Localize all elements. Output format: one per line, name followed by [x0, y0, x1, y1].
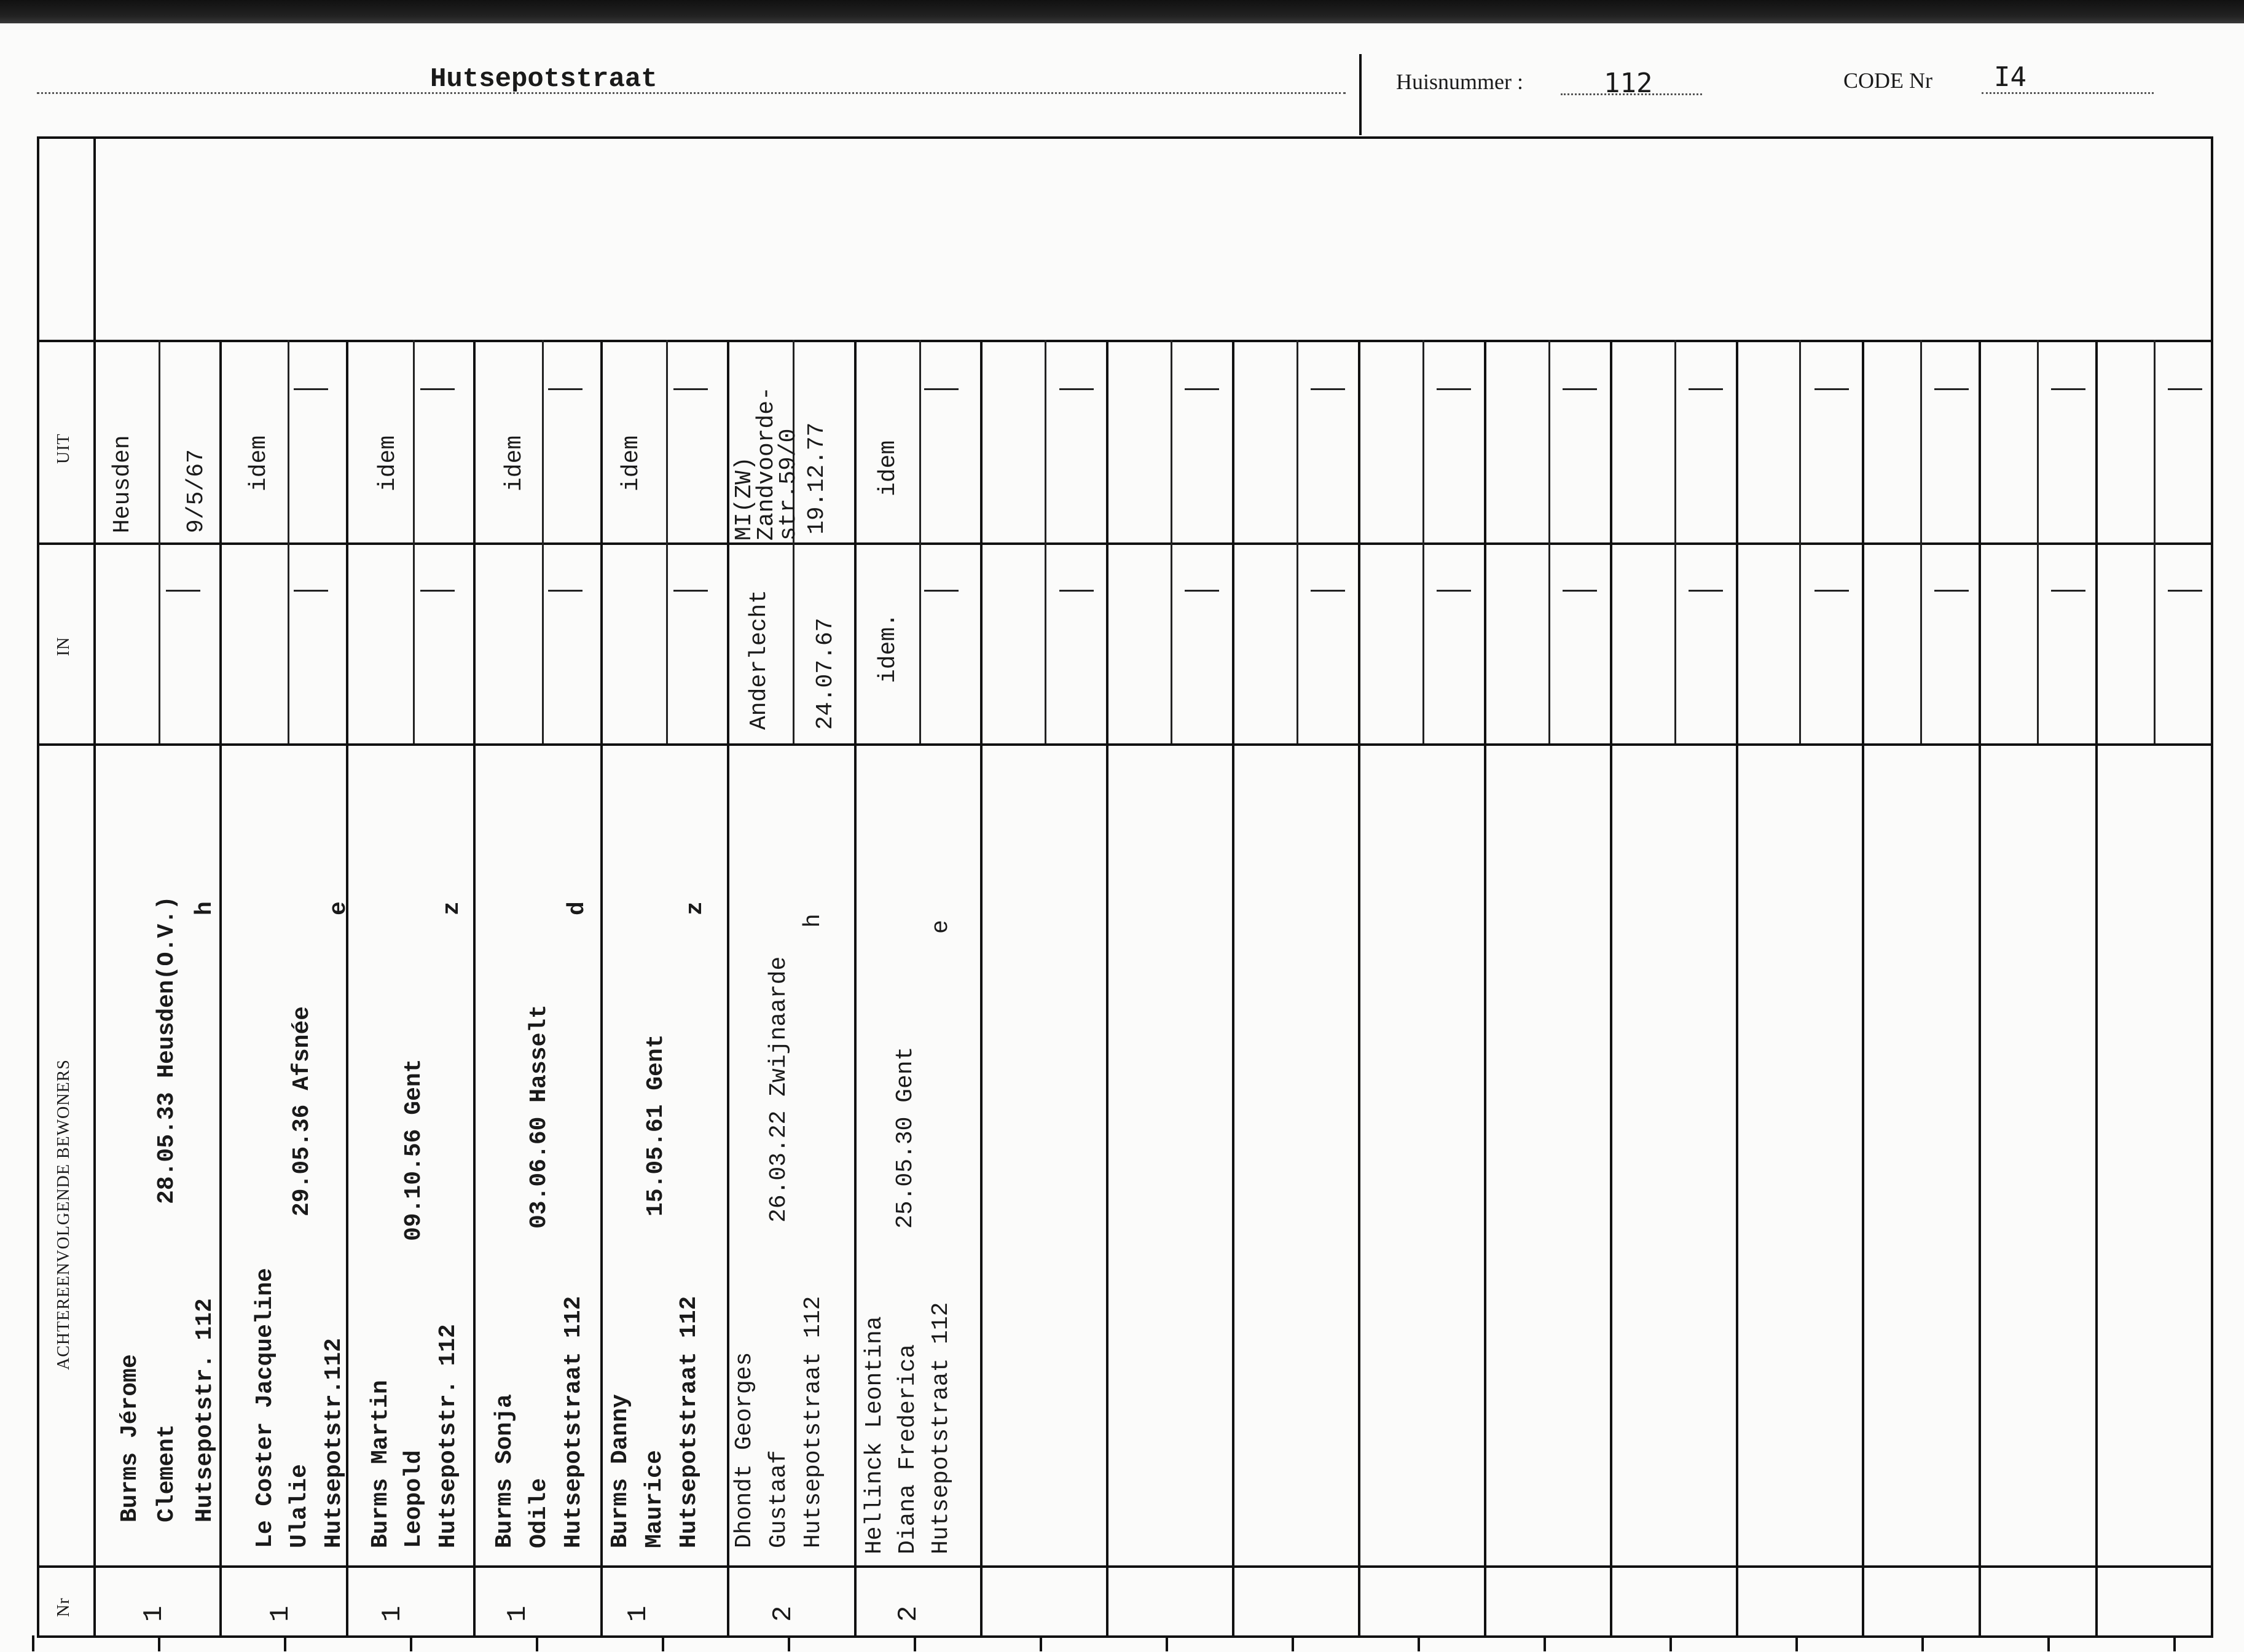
column-divider [600, 340, 603, 1638]
empty-dash [1437, 590, 1471, 592]
column-divider [2095, 340, 2098, 1638]
empty-dash [548, 388, 583, 390]
sub-column-divider [1171, 340, 1172, 743]
sub-column-divider [1674, 340, 1676, 743]
sub-column-divider [2154, 340, 2156, 743]
bottom-tick [1795, 1635, 1798, 1651]
resident-2-nr: 1 [265, 1605, 296, 1622]
resident-4-line-3: Hutsepotstraat 112 [560, 1296, 587, 1548]
resident-5-birth: 15.05.61 Gent [643, 1034, 669, 1216]
empty-dash [1563, 388, 1597, 390]
code-label: CODE Nr [1843, 68, 1932, 93]
residents-row-top [37, 743, 2212, 746]
resident-3-birth: 09.10.56 Gent [401, 1059, 427, 1241]
sub-column-divider [288, 340, 289, 743]
empty-dash [1185, 590, 1219, 592]
bottom-tick [1292, 1635, 1294, 1651]
empty-dash [673, 590, 708, 592]
bottom-tick [662, 1635, 664, 1651]
resident-3-nr: 1 [377, 1605, 408, 1622]
empty-dash [1311, 590, 1345, 592]
resident-6-line-3: Hutsepotstraat 112 [800, 1296, 826, 1548]
sub-column-divider [793, 340, 794, 743]
resident-2-birth: 29.05.36 Afsnée [289, 1006, 315, 1216]
resident-1-line-1: Burms Jérome [117, 1354, 143, 1522]
resident-2-line-1: Le Coster Jacqueline [252, 1267, 278, 1548]
uit-place-7: idem [875, 440, 901, 496]
bottom-tick [158, 1635, 160, 1651]
empty-dash [1059, 388, 1094, 390]
house-number-value: 112 [1604, 68, 1653, 99]
bottom-tick [788, 1635, 790, 1651]
resident-7-line-2: Diana Frederica [895, 1344, 921, 1554]
resident-2-line-3: Hutsepotstr.112 [321, 1337, 347, 1548]
sub-column-divider [1422, 340, 1424, 743]
empty-dash [1934, 388, 1969, 390]
in-place-7: idem. [875, 613, 901, 683]
bottom-tick [1669, 1635, 1672, 1651]
column-divider [219, 340, 222, 1638]
empty-dash [1814, 388, 1849, 390]
resident-5-line-3: Hutsepotstraat 112 [676, 1296, 702, 1548]
uit-place-6-line-3: str.59/0 [775, 428, 802, 541]
sub-column-divider [542, 340, 544, 743]
resident-4-mark: d [564, 901, 590, 915]
column-divider [854, 340, 857, 1638]
resident-5-mark: z [682, 901, 708, 915]
column-divider [1484, 340, 1486, 1638]
empty-dash [1689, 388, 1723, 390]
table-right-border [2211, 136, 2213, 1638]
uit-date-1: 9/5/67 [183, 449, 210, 533]
column-divider [1232, 340, 1234, 1638]
resident-6-line-2: Gustaaf [766, 1450, 792, 1548]
table-top-border [37, 136, 2212, 139]
bottom-tick [284, 1635, 286, 1651]
empty-dash [924, 388, 959, 390]
sub-column-divider [1297, 340, 1298, 743]
empty-dash [166, 590, 200, 592]
resident-2-line-2: Ulalie [286, 1464, 313, 1548]
sub-column-divider [1045, 340, 1046, 743]
resident-7-birth: 25.05.30 Gent [892, 1046, 919, 1229]
column-divider [1610, 340, 1612, 1638]
sub-column-divider [919, 340, 921, 743]
empty-dash [1563, 590, 1597, 592]
resident-1-line-2: Clement [154, 1424, 180, 1522]
uit-place-4: idem [501, 435, 528, 491]
sub-column-divider [1799, 340, 1801, 743]
bottom-tick [536, 1635, 538, 1651]
empty-dash [2168, 388, 2202, 390]
code-value: I4 [1994, 61, 2026, 93]
sub-column-divider [413, 340, 415, 743]
empty-dash [2051, 590, 2085, 592]
empty-dash [294, 388, 328, 390]
label-column-divider [93, 136, 96, 1638]
nr-label: Nr [54, 1597, 73, 1617]
resident-7-mark: e [928, 920, 954, 934]
in-place-6: Anderlecht [746, 589, 772, 730]
empty-dash [1311, 388, 1345, 390]
resident-6-birth: 26.03.22 Zwijnaarde [766, 956, 792, 1223]
resident-4-line-2: Odile [526, 1478, 552, 1548]
empty-dash [924, 590, 959, 592]
header-divider [1359, 54, 1362, 135]
resident-2-mark: e [326, 901, 352, 915]
resident-3-line-1: Burms Martin [367, 1380, 394, 1548]
residents-label: ACHTEREENVOLGENDE BEWONERS [54, 1059, 73, 1370]
in-date-6: 24.07.67 [812, 617, 839, 730]
bottom-tick [914, 1635, 916, 1651]
bottom-tick [32, 1635, 34, 1651]
resident-1-mark: h [192, 901, 218, 915]
uit-place-3: idem [375, 435, 401, 491]
resident-4-nr: 1 [503, 1605, 533, 1622]
bottom-tick [1166, 1635, 1168, 1651]
in-label: IN [54, 636, 73, 656]
column-divider [1358, 340, 1360, 1638]
resident-3-mark: z [439, 901, 465, 915]
uit-label: UIT [54, 433, 73, 464]
resident-7-line-1: Hellinck Leontina [861, 1316, 888, 1554]
sub-column-divider [2037, 340, 2039, 743]
empty-dash [1934, 590, 1969, 592]
sub-column-divider [1548, 340, 1550, 743]
in-row-top [37, 542, 2212, 545]
uit-place-2: idem [246, 435, 272, 491]
sub-column-divider [666, 340, 668, 743]
bottom-tick [1040, 1635, 1042, 1651]
table-bottom-border [37, 1635, 2212, 1638]
empty-dash [548, 590, 583, 592]
street-underline [37, 92, 1346, 94]
resident-7-nr: 2 [893, 1605, 924, 1622]
street-name: Hutsepotstraat [430, 64, 657, 95]
resident-3-line-2: Leopold [401, 1450, 427, 1548]
empty-dash [420, 590, 455, 592]
uit-place-5: idem [618, 435, 645, 491]
column-divider [980, 340, 983, 1638]
resident-5-line-2: Maurice [641, 1450, 668, 1548]
uit-row-top [37, 340, 2212, 342]
column-divider [1736, 340, 1738, 1638]
empty-dash [1185, 388, 1219, 390]
empty-dash [420, 388, 455, 390]
sub-column-divider [159, 340, 160, 743]
empty-dash [2168, 590, 2202, 592]
bottom-tick [1418, 1635, 1420, 1651]
resident-6-mark: h [800, 914, 826, 928]
column-divider [473, 340, 476, 1638]
resident-1-birth: 28.05.33 Heusden(O.V.) [154, 896, 180, 1204]
bottom-tick [410, 1635, 412, 1651]
resident-1-line-3: Hutsepotstr. 112 [192, 1298, 218, 1522]
uit-place-6-line-1: MI(ZW) [731, 456, 758, 541]
empty-dash [1437, 388, 1471, 390]
empty-dash [1814, 590, 1849, 592]
bottom-tick [1921, 1635, 1924, 1651]
uit-place-6-line-2: Zandvoorde- [753, 386, 780, 541]
sub-column-divider [1920, 340, 1922, 743]
bottom-tick [2047, 1635, 2050, 1651]
bottom-tick [2173, 1635, 2176, 1651]
resident-4-line-1: Burms Sonja [492, 1394, 518, 1548]
column-divider [727, 340, 729, 1638]
nr-row-top [37, 1565, 2212, 1568]
resident-4-birth: 03.06.60 Hasselt [526, 1004, 552, 1229]
resident-6-line-1: Dhondt Georges [731, 1352, 758, 1548]
empty-dash [1059, 590, 1094, 592]
bottom-tick [1544, 1635, 1546, 1651]
resident-5-nr: 1 [623, 1605, 654, 1622]
empty-dash [2051, 388, 2085, 390]
uit-date-6: 19.12.77 [804, 422, 830, 534]
resident-5-line-1: Burms Danny [607, 1394, 634, 1548]
empty-dash [294, 590, 328, 592]
resident-1-nr: 1 [139, 1605, 170, 1622]
resident-6-nr: 2 [768, 1605, 799, 1622]
table-left-border [37, 136, 39, 1638]
column-divider [1106, 340, 1108, 1638]
empty-dash [1689, 590, 1723, 592]
empty-dash [673, 388, 708, 390]
house-number-label: Huisnummer : [1396, 69, 1523, 94]
column-divider [1979, 340, 1981, 1638]
uit-place-1: Heusden [109, 435, 136, 533]
column-divider [1862, 340, 1864, 1638]
resident-7-line-3: Hutsepotstraat 112 [928, 1302, 954, 1554]
resident-3-line-3: Hutsepotstr. 112 [435, 1324, 461, 1548]
